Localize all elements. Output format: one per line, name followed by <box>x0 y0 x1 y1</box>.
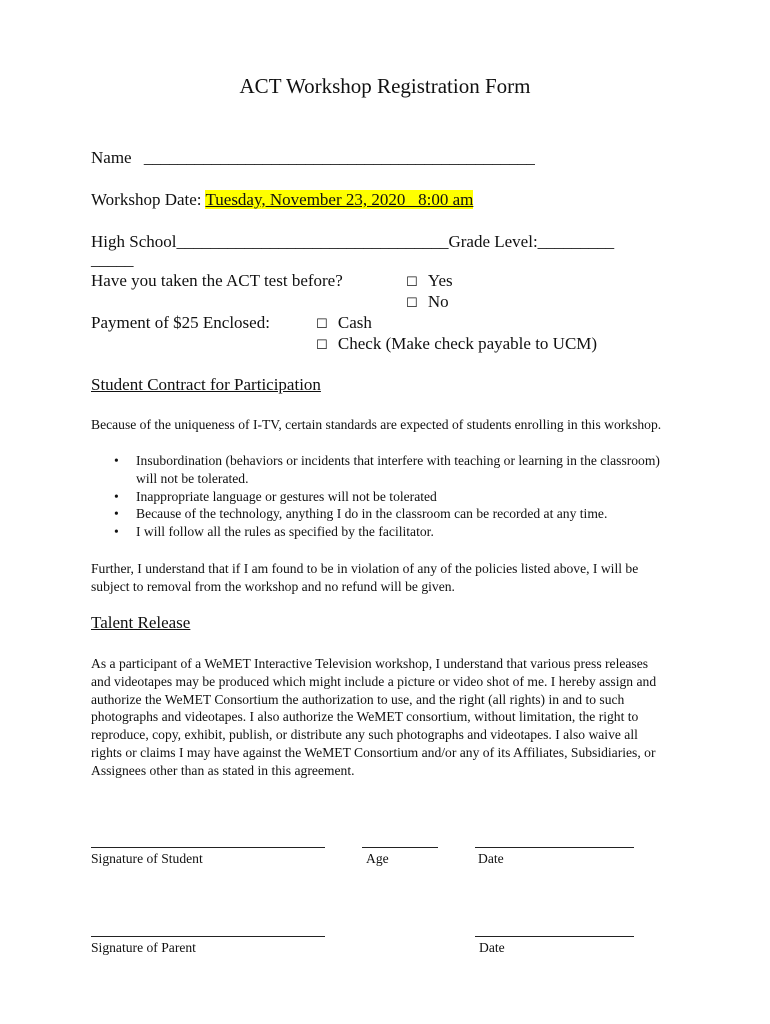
bullet-icon: • <box>114 506 119 522</box>
rule-text: I will follow all the rules as specified by the facilitator. <box>136 524 434 540</box>
payment-check-option[interactable] <box>316 334 597 354</box>
name-row <box>91 148 535 168</box>
checkbox-icon[interactable]: ☐ <box>316 317 328 332</box>
bullet-icon: • <box>114 453 119 468</box>
bullet-icon: • <box>114 524 119 540</box>
parent-date-label: Date <box>479 940 505 955</box>
act-yes-label: Yes <box>427 271 453 290</box>
checkbox-icon[interactable]: ☐ <box>406 296 418 311</box>
grade-level-field-wrap[interactable]: _____ <box>91 250 134 269</box>
payment-check-label: Check (Make check payable to UCM) <box>337 334 598 353</box>
rule-text: Inappropriate language or gestures will not be tolerated <box>136 488 437 504</box>
list-item <box>91 505 671 523</box>
checkbox-icon[interactable]: ☐ <box>316 338 328 353</box>
rule-text: Because of the technology, anything I do in the classroom can be recorded at any time. <box>136 506 608 522</box>
rule-text: Insubordination (behaviors or incidents that interfere with teaching or learning in the classroom) will not be tolerated. <box>136 453 660 486</box>
contract-rules-list <box>91 452 671 541</box>
act-question: Have you taken the ACT test before? <box>91 271 343 290</box>
page-title: ACT Workshop Registration Form <box>239 74 531 98</box>
student-signature-label: Signature of Student <box>91 851 203 866</box>
student-signature-line[interactable] <box>91 847 325 848</box>
contract-further: Further, I understand that if I am found to be in violation of any of the policies listed above, I will be subject to removal from the workshop and no refund will be given. <box>91 561 639 594</box>
act-yes-option[interactable] <box>406 271 453 291</box>
list-item <box>91 488 671 506</box>
student-date-label: Date <box>478 851 504 866</box>
age-line[interactable] <box>362 847 438 848</box>
high-school-grade-field[interactable]: High School________________________________Grade Level:_________ <box>91 232 615 251</box>
act-no-label: No <box>427 292 449 311</box>
release-body: As a participant of a WeMET Interactive Television workshop, I understand that various press releases and videotapes may be produced which might include a picture or video shot of me. I hereby assign and authorize the WeMET Consortium the authorization to use, and the right (all rights) in and to such photographs and videotapes. I also authorize the WeMET consortium, without limitation, the right to reproduce, copy, exhibit, publish, or distribute any such photographs and videotapes. I also waive all rights or claims I may have against the WeMET Consortium and/or any of its Affiliates, Subsidiaries, or Assignees other than as stated in this agreement. <box>91 656 657 778</box>
workshop-date-value: Tuesday, November 23, 2020 8:00 am <box>205 190 474 209</box>
payment-cash-label: Cash <box>337 313 372 332</box>
parent-date-line[interactable] <box>475 936 634 937</box>
list-item <box>91 523 671 541</box>
payment-cash-option[interactable] <box>316 313 372 333</box>
student-date-line[interactable] <box>475 847 634 848</box>
workshop-date-row <box>91 190 473 210</box>
list-item <box>91 452 671 488</box>
contract-intro: Because of the uniqueness of I-TV, certain standards are expected of students enrolling in this workshop. <box>91 417 662 432</box>
bullet-icon: • <box>114 488 119 504</box>
parent-signature-line[interactable] <box>91 936 325 937</box>
name-field[interactable]: ______________________________________________ <box>143 148 535 167</box>
release-heading: Talent Release <box>91 613 191 632</box>
checkbox-icon[interactable]: ☐ <box>406 275 418 290</box>
age-label: Age <box>366 851 389 866</box>
act-no-option[interactable] <box>406 292 449 312</box>
name-label: Name <box>91 148 132 167</box>
parent-signature-label: Signature of Parent <box>91 940 196 955</box>
payment-label: Payment of $25 Enclosed: <box>91 313 270 332</box>
contract-heading: Student Contract for Participation <box>91 375 321 394</box>
workshop-date-label: Workshop Date: <box>91 190 202 209</box>
